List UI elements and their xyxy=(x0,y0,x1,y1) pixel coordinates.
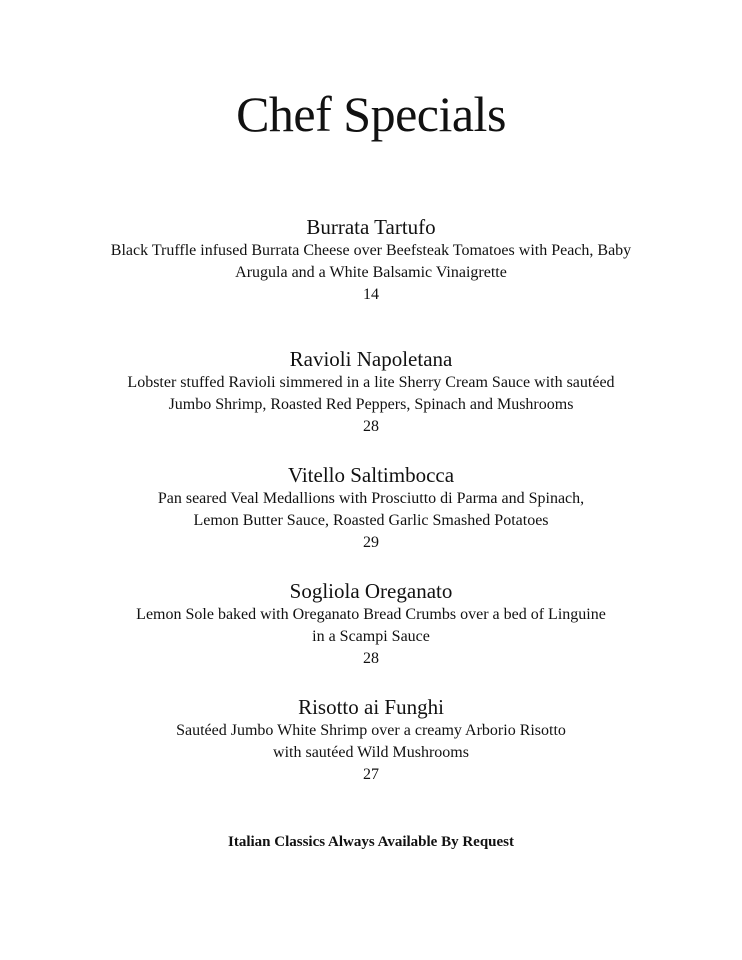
menu-item-price: 14 xyxy=(363,286,379,303)
menu-item-description xyxy=(71,488,671,532)
menu-item-description xyxy=(71,604,671,648)
menu-item-name: Vitello Saltimbocca xyxy=(287,463,455,487)
menu-item-burrata-tartufo xyxy=(0,214,742,306)
menu-item-name: Sogliola Oreganato xyxy=(289,579,453,603)
description-line: in a Scampi Sauce xyxy=(312,628,430,645)
description-line: Lemon Sole baked with Oreganato Bread Crumbs over a bed of Linguine xyxy=(136,606,606,623)
description-line: with sautéed Wild Mushrooms xyxy=(273,744,469,761)
menu-item-name: Ravioli Napoletana xyxy=(289,347,453,371)
description-line: Pan seared Veal Medallions with Prosciutto di Parma and Spinach, xyxy=(157,490,585,507)
description-line: Sautéed Jumbo White Shrimp over a creamy Arborio Risotto xyxy=(176,722,566,739)
description-line: Lemon Butter Sauce, Roasted Garlic Smashed Potatoes xyxy=(193,512,549,529)
menu-item-risotto-ai-funghi xyxy=(0,694,742,786)
menu-item-name: Risotto ai Funghi xyxy=(298,695,444,719)
page-title: Chef Specials xyxy=(236,86,506,142)
menu-item-price: 28 xyxy=(363,650,379,667)
menu-item-price: 28 xyxy=(363,418,379,435)
description-line: Black Truffle infused Burrata Cheese over Beefsteak Tomatoes with Peach, Baby xyxy=(110,242,632,259)
description-line: Arugula and a White Balsamic Vinaigrette xyxy=(235,264,507,281)
menu-item-price: 29 xyxy=(363,534,379,551)
footer-note: Italian Classics Always Available By Request xyxy=(227,834,514,850)
menu-item-ravioli-napoletana xyxy=(0,346,742,438)
menu-item-vitello-saltimbocca xyxy=(0,462,742,554)
menu-item-description xyxy=(71,240,671,284)
menu-item-price: 27 xyxy=(363,766,379,783)
menu-item-sogliola-oreganato xyxy=(0,578,742,670)
menu-item-description xyxy=(71,372,671,416)
menu-item-description xyxy=(71,720,671,764)
description-line: Jumbo Shrimp, Roasted Red Peppers, Spinach and Mushrooms xyxy=(168,396,574,413)
menu-item-name: Burrata Tartufo xyxy=(306,215,436,239)
description-line: Lobster stuffed Ravioli simmered in a lite Sherry Cream Sauce with sautéed xyxy=(127,374,615,391)
